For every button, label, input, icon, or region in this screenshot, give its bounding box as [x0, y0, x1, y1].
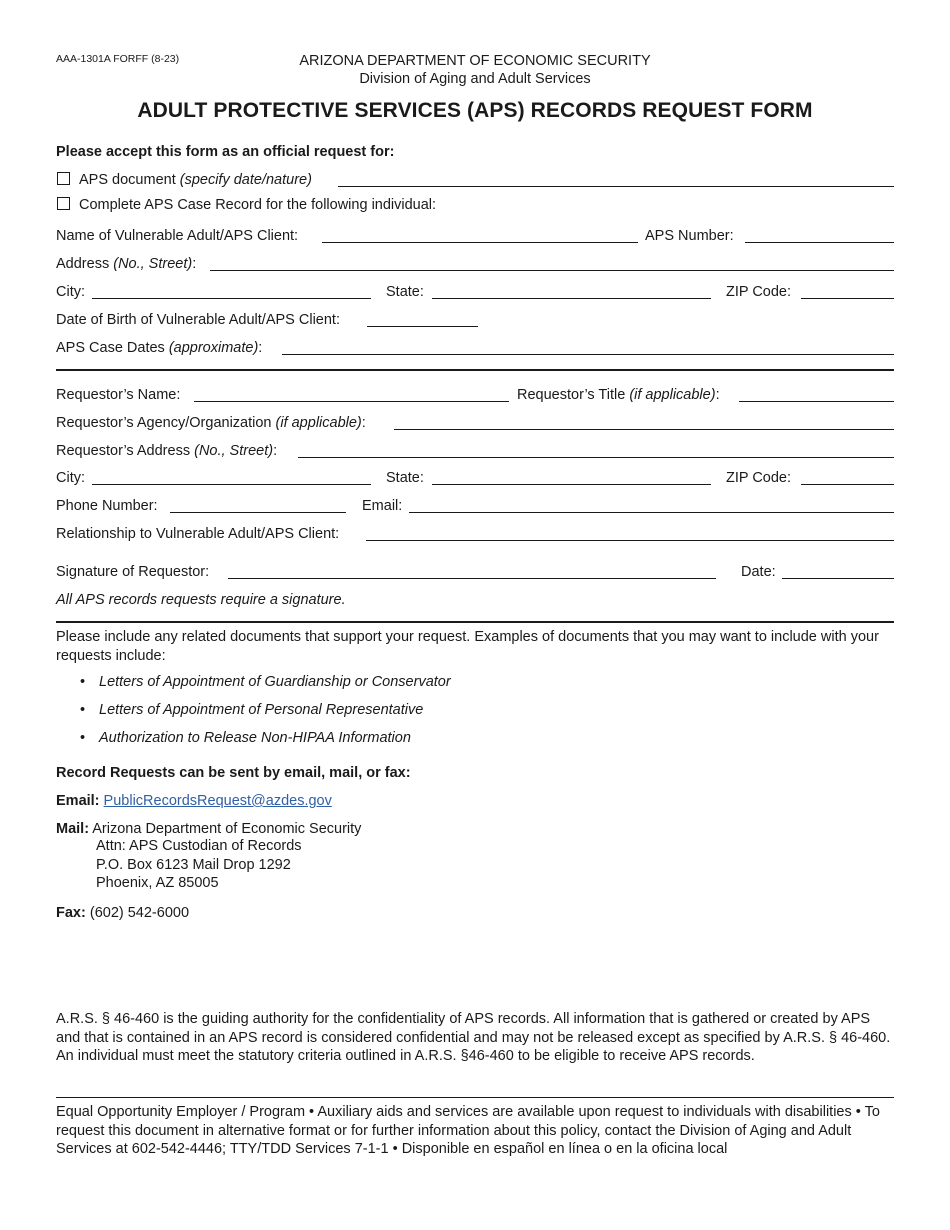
request-intro-row: [56, 143, 894, 163]
aps-number-label: APS Number:: [645, 228, 734, 244]
client-state-field[interactable]: [432, 298, 711, 299]
requestor-state-field[interactable]: [432, 484, 711, 485]
mail-line: [56, 820, 896, 839]
date-field[interactable]: [782, 578, 894, 579]
request-intro: Please accept this form as an official request for:: [56, 144, 395, 160]
fax-label: Fax:: [56, 905, 86, 921]
requestor-zip-field[interactable]: [801, 484, 894, 485]
form-code: AAA-1301A FORFF (8-23): [56, 53, 180, 65]
case-record-checkbox[interactable]: [57, 197, 70, 210]
aps-number-field[interactable]: [745, 242, 894, 243]
requestor-phone-label: Phone Number:: [56, 498, 158, 514]
requestor-email-field[interactable]: [409, 512, 894, 513]
requestor-title-field[interactable]: [739, 401, 894, 402]
section-divider: [56, 369, 894, 371]
requestor-address-field[interactable]: [298, 457, 894, 458]
relationship-row: [56, 525, 894, 545]
client-address-row: [56, 255, 894, 275]
requestor-name-label: Requestor’s Name:: [56, 387, 181, 403]
requestor-city-field[interactable]: [92, 484, 371, 485]
signature-note-row: [56, 591, 894, 611]
date-label: Date:: [741, 564, 776, 580]
bullet-icon: •: [80, 674, 86, 690]
requestor-state-label: State:: [386, 470, 424, 486]
signature-label: Signature of Requestor:: [56, 564, 210, 580]
requestor-title-label: Requestor’s Title (if applicable):: [517, 387, 720, 403]
signature-field[interactable]: [228, 578, 716, 579]
case-dates-row: [56, 339, 894, 359]
fax-line: [56, 904, 896, 923]
signature-row: [56, 563, 894, 583]
email-link[interactable]: PublicRecordsRequest@azdes.gov: [103, 793, 332, 809]
bullet-icon: •: [80, 702, 86, 718]
client-city-field[interactable]: [92, 298, 371, 299]
case-dates-field[interactable]: [282, 354, 894, 355]
requestor-agency-row: [56, 414, 894, 434]
client-dob-row: [56, 311, 894, 331]
aps-document-checkbox[interactable]: [57, 172, 70, 185]
email-label: Email:: [56, 793, 100, 809]
requestor-zip-label: ZIP Code:: [726, 470, 792, 486]
legal-notice: A.R.S. § 46-460 is the guiding authority for the confidentiality of APS records. All information that is gathered or created by APS and that is contained in an APS record is considered confidential and may not be released except as specified by A.R.S. § 46-460. An individual must meet the statutory criteria outlined in A.R.S. §46-460 to be eligible to receive APS records.: [56, 1011, 891, 1064]
client-name-row: [56, 227, 894, 247]
client-dob-field[interactable]: [367, 326, 478, 327]
aps-document-field[interactable]: [338, 186, 894, 187]
aps-document-row: [56, 171, 894, 191]
list-item: • Letters of Appointment of Personal Representative: [80, 702, 424, 718]
requestor-phone-row: [56, 497, 894, 517]
division-name: Division of Aging and Adult Services: [359, 71, 591, 87]
eoe-notice: Equal Opportunity Employer / Program • Auxiliary aids and services are available upon request to individuals with disabilities • To request this document in alternative format or for further information about this policy, contact the Division of Aging and Adult Services at 602-542-4446; TTY/TDD Services 7-1-1 • Disponible en español en línea o en la oficina local: [56, 1104, 880, 1157]
requestor-name-row: [56, 386, 894, 406]
list-item: • Authorization to Release Non-HIPAA Information: [80, 730, 411, 746]
agency-name: ARIZONA DEPARTMENT OF ECONOMIC SECURITY: [299, 53, 651, 69]
signature-note: All APS records requests require a signature.: [56, 592, 346, 608]
list-item: • Letters of Appointment of Guardianship or Conservator: [80, 674, 451, 690]
documents-list: [56, 673, 451, 757]
client-city-row: [56, 283, 894, 303]
client-name-field[interactable]: [322, 242, 638, 243]
submission-heading: Record Requests can be sent by email, mail, or fax:: [56, 765, 411, 781]
mail-address: [96, 837, 302, 893]
bullet-icon: •: [80, 730, 86, 746]
client-name-label: Name of Vulnerable Adult/APS Client:: [56, 228, 299, 244]
client-city-label: City:: [56, 284, 85, 300]
documents-intro: Please include any related documents that support your request. Examples of documents that you may want to include with your requests include:: [56, 629, 879, 664]
footer-divider: [56, 1097, 894, 1098]
requestor-address-row: [56, 442, 894, 462]
client-zip-field[interactable]: [801, 298, 894, 299]
relationship-label: Relationship to Vulnerable Adult/APS Client:: [56, 526, 340, 542]
case-record-row: [56, 196, 894, 216]
email-line: [56, 792, 896, 811]
aps-document-label: APS document (specify date/nature): [79, 172, 312, 188]
mail-address-line: Arizona Department of Economic Security: [92, 821, 362, 837]
requestor-phone-field[interactable]: [170, 512, 346, 513]
client-address-field[interactable]: [210, 270, 894, 271]
relationship-field[interactable]: [366, 540, 894, 541]
requestor-city-label: City:: [56, 470, 85, 486]
client-zip-label: ZIP Code:: [726, 284, 792, 300]
mail-address-line: P.O. Box 6123 Mail Drop 1292: [96, 856, 291, 873]
requestor-agency-label: Requestor’s Agency/Organization (if applicable):: [56, 415, 366, 431]
case-record-label: Complete APS Case Record for the following individual:: [79, 197, 437, 213]
client-dob-label: Date of Birth of Vulnerable Adult/APS Client:: [56, 312, 340, 328]
mail-address-line: Attn: APS Custodian of Records: [96, 838, 302, 854]
requestor-name-field[interactable]: [194, 401, 509, 402]
fax-value: (602) 542-6000: [89, 905, 190, 921]
form-title: ADULT PROTECTIVE SERVICES (APS) RECORDS REQUEST FORM: [137, 99, 813, 122]
section-divider: [56, 621, 894, 623]
mail-label: Mail:: [56, 821, 90, 837]
requestor-address-label: Requestor’s Address (No., Street):: [56, 443, 278, 459]
requestor-city-row: [56, 469, 894, 489]
mail-address-line: Phoenix, AZ 85005: [96, 875, 219, 892]
requestor-agency-field[interactable]: [394, 429, 894, 430]
case-dates-label: APS Case Dates (approximate):: [56, 340, 263, 356]
client-state-label: State:: [386, 284, 424, 300]
requestor-email-label: Email:: [362, 498, 403, 514]
client-address-label: Address (No., Street):: [56, 256, 197, 272]
